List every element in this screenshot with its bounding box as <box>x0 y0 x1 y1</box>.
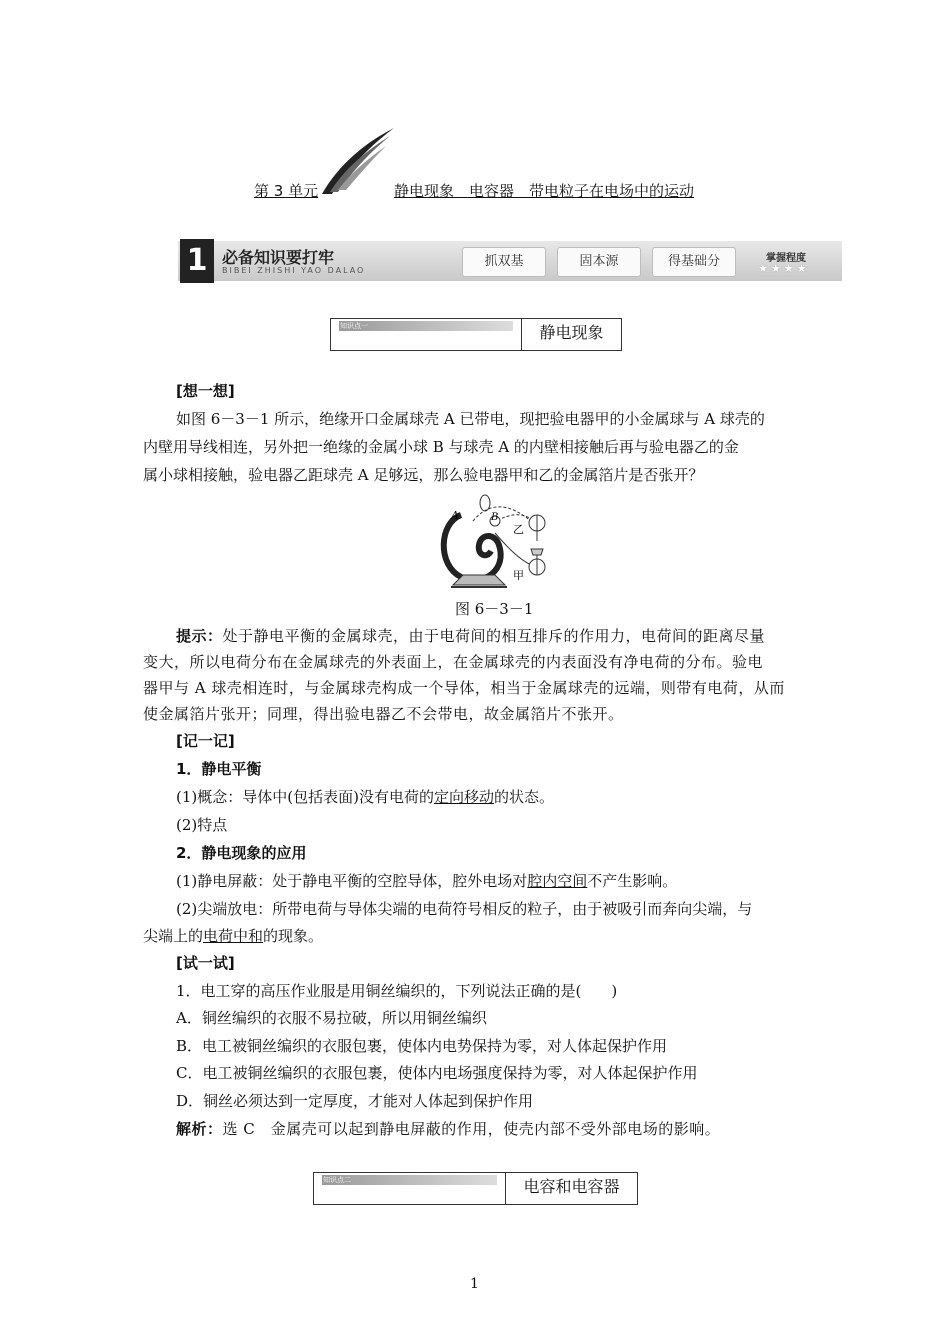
tip-line-1: (2)尖端放电：所带电荷与导体尖端的电荷符号相反的粒子，由于被吸引而奔向尖端，与 <box>176 900 753 918</box>
try-option-d: D．铜丝必须达到一定厚度，才能对人体起到保护作用 <box>176 1092 534 1110</box>
answer-line <box>176 1119 720 1139</box>
hint-line-1: 处于静电平衡的金属球壳，由于电荷间的相互排斥的作用力，电荷间的距离尽量 <box>222 627 766 645</box>
hint-line-4: 使金属箔片张开；同理，得出验电器乙不会带电，故金属箔片不张开。 <box>143 705 624 723</box>
hint-label: 提示： <box>176 627 223 645</box>
shield-blank: 腔内空间 <box>527 872 588 890</box>
tip-pre: 尖端上的 <box>143 927 204 945</box>
page-number: 1 <box>470 1276 479 1292</box>
mastery-stars-icon: ★★★★ <box>758 262 810 275</box>
kp-title: 静电现象 <box>539 323 604 342</box>
shield-pre: (1)静电屏蔽：处于静电平衡的空腔导体，腔外电场对 <box>176 872 528 890</box>
electroscope-figure <box>433 493 553 593</box>
figure-label-b: B <box>491 512 499 523</box>
banner-button-score[interactable]: 得基础分 <box>652 247 736 277</box>
shield-line <box>176 871 677 891</box>
features-line: (2)特点 <box>176 816 228 834</box>
remember-item-1: 1．静电平衡 <box>176 760 262 778</box>
try-heading: [试一试] <box>176 954 235 972</box>
tip-line-2 <box>143 926 323 946</box>
kp-tag-area <box>331 319 522 350</box>
remember-heading: [记一记] <box>176 732 235 750</box>
answer-label: 解析： <box>176 1120 223 1138</box>
concept-post: 的状态。 <box>493 788 554 806</box>
concept-line <box>176 787 554 807</box>
kp-tag: 知识点一 <box>340 322 368 330</box>
banner-title: 必备知识要打牢 <box>222 248 335 267</box>
tip-blank: 电荷中和 <box>203 927 264 945</box>
kp-tag-area <box>314 1173 506 1204</box>
figure-label-yi: 乙 <box>513 523 524 536</box>
remember-item-2: 2．静电现象的应用 <box>176 844 307 862</box>
think-heading: [想一想] <box>176 382 235 400</box>
try-question: 1．电工穿的高压作业服是用铜丝编织的，下列说法正确的是( ) <box>176 982 618 1000</box>
think-line-2: 内壁用导线相连，另外把一绝缘的金属小球 B 与球壳 A 的内壁相接触后再与验电器乙的金 <box>143 438 739 456</box>
shield-post: 不产生影响。 <box>587 872 678 890</box>
banner-button-basics[interactable]: 抓双基 <box>462 247 546 277</box>
hint-line-2: 变大，所以电荷分布在金属球壳的外表面上，在金属球壳的内表面没有净电荷的分布。验电 <box>143 653 764 671</box>
concept-pre: (1)概念：导体中(包括表面)没有电荷的 <box>176 788 434 806</box>
figure-label-a: A <box>451 509 459 522</box>
mastery-label: 掌握程度 <box>766 253 806 264</box>
think-line-3: 属小球相接触，验电器乙距球壳 A 足够远，那么验电器甲和乙的金属箔片是否张开？ <box>143 466 704 484</box>
swoosh-logo-icon <box>318 126 398 198</box>
figure-label-jia: 甲 <box>513 569 524 582</box>
chapter-title: 静电现象 电容器 带电粒子在电场中的运动 <box>394 182 695 200</box>
kp-tag: 知识点二 <box>323 1176 351 1184</box>
knowledge-point-box-1 <box>330 318 622 351</box>
banner-subtitle: BIBEI ZHISHI YAO DALAO <box>222 266 366 275</box>
figure-caption: 图 6－3－1 <box>455 600 534 618</box>
kp-title: 电容和电容器 <box>523 1177 620 1196</box>
banner-button-foundation[interactable]: 固本源 <box>557 247 641 277</box>
answer-text: 选 C 金属壳可以起到静电屏蔽的作用，使壳内部不受外部电场的影响。 <box>222 1120 721 1138</box>
think-line-1: 如图 6－3－1 所示，绝缘开口金属球壳 A 已带电，现把验电器甲的小金属球与 A 球壳的 <box>176 410 765 428</box>
banner-number: 1 <box>180 239 214 283</box>
try-option-c: C．电工被铜丝编织的衣服包裹，使体内电场强度保持为零，对人体起保护作用 <box>176 1064 698 1082</box>
try-option-b: B．电工被铜丝编织的衣服包裹，使体内电势保持为零，对人体起保护作用 <box>176 1037 668 1055</box>
concept-blank: 定向移动 <box>433 788 494 806</box>
tip-post: 的现象。 <box>263 927 324 945</box>
hint-line-3: 器甲与 A 球壳相连时，与金属球壳构成一个导体，相当于金属球壳的远端，则带有电荷，从而 <box>143 679 785 697</box>
try-option-a: A．铜丝编织的衣服不易拉破，所以用铜丝编织 <box>176 1009 487 1027</box>
unit-title: 第 3 单元 <box>254 182 319 200</box>
knowledge-point-box-2 <box>313 1172 638 1205</box>
